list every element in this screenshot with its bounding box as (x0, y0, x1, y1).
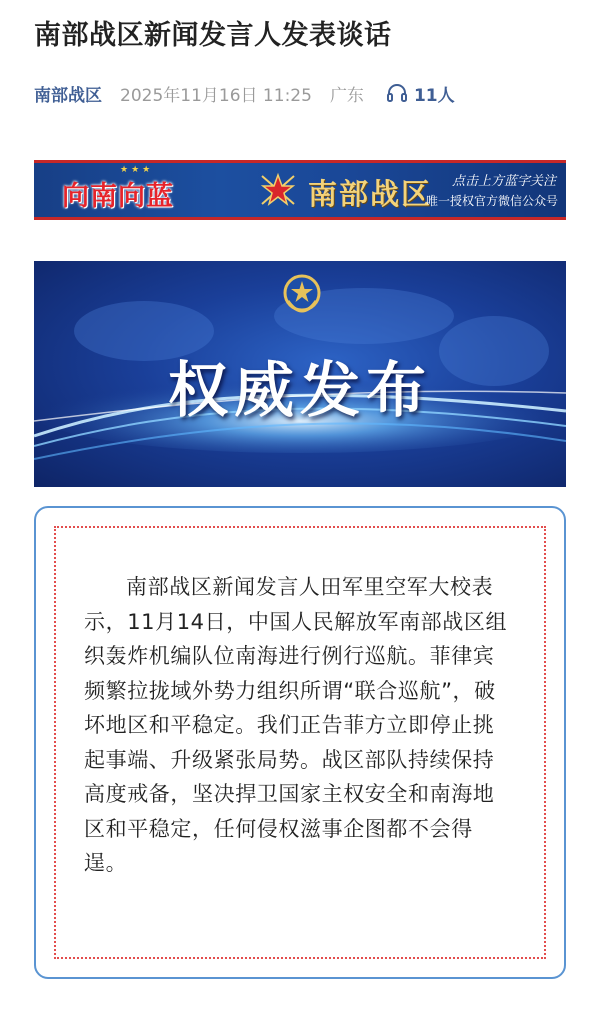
statement-line: 逞。 (84, 851, 128, 875)
statement-line: 区和平稳定，任何侵权滋事企图都不会得 (84, 816, 473, 841)
military-badge-icon (280, 271, 324, 323)
banner-stars: ★★★ (120, 165, 154, 175)
headphones-icon (386, 83, 408, 103)
statement-line: 织轰炸机编队位南海进行例行巡航。菲律宾 (84, 644, 495, 668)
banner-stripe (34, 160, 566, 163)
listener-count: 11人 (413, 85, 455, 106)
statement-line: 南部战区新闻发言人田军里空军大校表 (126, 575, 494, 599)
statement-text (84, 570, 524, 881)
banner-tip: 点击上方蓝字关注 (452, 174, 557, 189)
listen-button[interactable] (386, 81, 455, 106)
banner-zone-name: 南部战区 (308, 177, 433, 211)
article-meta (34, 78, 455, 108)
statement-line: 坏地区和平稳定。我们正告菲方立即停止挑 (84, 713, 495, 737)
statement-line: 频繁拉拢域外势力组织所谓“联合巡航”，破 (84, 678, 496, 703)
statement-line: 示，11月14日，中国人民解放军南部战区组 (84, 609, 508, 634)
military-star-icon (256, 170, 300, 210)
source-account-link[interactable]: 南部战区 (34, 85, 102, 106)
banner-slogan: 向南向蓝 (62, 181, 174, 212)
article-title: 南部战区新闻发言人发表谈话 (34, 20, 392, 51)
follow-banner-image[interactable] (34, 160, 566, 220)
statement-line: 高度戒备，坚决捍卫国家主权安全和南海地 (84, 782, 495, 806)
publish-location: 广东 (329, 85, 364, 106)
statement-card (34, 506, 566, 979)
hero-title: 权威发布 (168, 356, 432, 426)
publish-datetime: 2025年11月16日 11:25 (120, 85, 312, 106)
statement-line: 起事端、升级紧张局势。战区部队持续保持 (84, 747, 495, 772)
banner-stripe (34, 217, 566, 220)
banner-tip: 唯一授权官方微信公众号 (426, 194, 559, 208)
authority-release-image[interactable] (34, 261, 566, 487)
